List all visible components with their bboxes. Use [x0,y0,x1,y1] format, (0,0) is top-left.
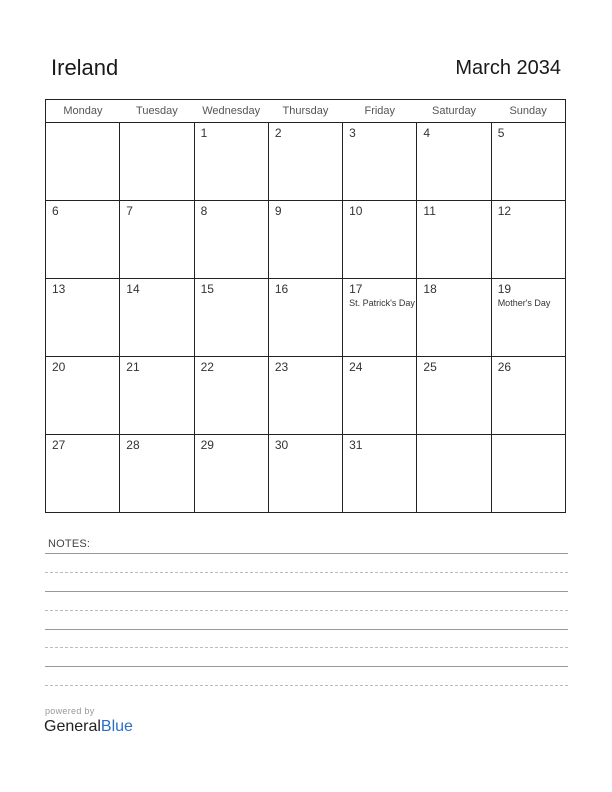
calendar-day-cell [343,435,417,513]
calendar-day-cell [46,123,120,201]
calendar-day-cell [120,435,194,513]
day-cell-content [120,123,193,126]
notes-line [45,553,568,554]
calendar-day-cell [417,435,491,513]
calendar-day-cell [46,279,120,357]
day-cell-content [492,435,565,438]
calendar-week-row [46,279,566,357]
calendar-day-cell [194,357,268,435]
calendar-day-cell [194,435,268,513]
calendar-day-cell [194,279,268,357]
day-number: 6 [52,204,59,218]
calendar-week-row [46,123,566,201]
day-cell-content [195,435,268,452]
calendar-day-cell [46,357,120,435]
notes-line [45,666,568,667]
day-cell-content [343,435,416,452]
calendar-day-cell [268,279,342,357]
day-number: 15 [200,282,214,296]
calendar-day-cell [417,201,491,279]
calendar-day-cell [491,435,565,513]
day-number: 27 [52,438,66,452]
calendar-week-row [46,435,566,513]
day-number: 21 [126,360,140,374]
day-cell-content [120,435,193,452]
calendar-day-cell [46,201,120,279]
day-number: 31 [349,438,363,452]
calendar-day-cell [343,357,417,435]
day-cell-content [46,123,119,126]
day-number: 8 [200,204,208,218]
day-number: 29 [200,438,214,452]
calendar-day-cell [46,435,120,513]
calendar-day-cell [120,357,194,435]
day-cell-content [343,357,416,374]
calendar-day-cell [343,201,417,279]
calendar-day-cell [491,357,565,435]
notes-line [45,572,568,573]
notes-line [45,591,568,592]
weekday-saturday: Saturday [417,100,491,123]
day-cell-content [46,201,119,218]
day-cell-content [417,201,490,218]
day-cell-content [195,279,268,296]
day-cell-content [417,123,490,140]
day-cell-content [417,435,490,438]
day-number: 13 [52,282,66,296]
calendar-grid [45,99,566,513]
weekday-tuesday: Tuesday [120,100,194,123]
day-cell-content [195,201,268,218]
day-cell-content [46,435,119,452]
day-number: 30 [274,438,289,452]
day-number: 19 [497,282,512,296]
day-number: 16 [274,282,289,296]
calendar-day-cell [491,201,565,279]
brand-logo-general: General [44,718,101,735]
calendar-day-cell [120,123,194,201]
calendar-day-cell [268,201,342,279]
calendar-day-cell [417,279,491,357]
calendar-day-cell [120,201,194,279]
day-number: 4 [423,126,431,140]
calendar-day-cell [343,123,417,201]
calendar-day-cell [343,279,417,357]
day-cell-content [343,201,416,218]
calendar-day-cell [268,357,342,435]
notes-line [45,647,568,648]
weekday-wednesday: Wednesday [194,100,268,123]
calendar-day-cell [417,123,491,201]
notes-line [45,685,568,686]
calendar-day-cell [120,279,194,357]
day-number: 23 [274,360,289,374]
day-number: 26 [497,360,512,374]
day-number: 7 [126,204,133,218]
calendar-day-cell [491,123,565,201]
day-cell-content [46,279,119,296]
day-cell-content [343,279,416,309]
day-cell-content [195,357,268,374]
weekday-sunday: Sunday [491,100,565,123]
calendar-day-cell [194,123,268,201]
calendar-week-row [46,201,566,279]
weekday-header-row [46,100,566,123]
calendar-day-cell [268,123,342,201]
day-number: 25 [423,360,437,374]
day-cell-content [269,435,342,452]
day-cell-content [492,357,565,374]
notes-label: NOTES: [48,538,91,550]
weekday-monday: Monday [46,100,120,123]
day-number: 2 [274,126,282,140]
day-cell-content [120,279,193,296]
day-cell-content [269,357,342,374]
day-cell-content [492,123,565,140]
month-title: March 2034 [455,57,561,79]
holiday-label: St. Patrick's Day [349,298,415,308]
day-cell-content [120,201,193,218]
day-cell-content [492,201,565,218]
calendar-day-cell [194,201,268,279]
country-title: Ireland [51,55,119,80]
powered-by-text: powered by [45,706,95,716]
day-number: 11 [423,204,436,218]
weekday-friday: Friday [343,100,417,123]
notes-line [45,629,568,630]
day-number: 9 [274,204,282,218]
day-cell-content [269,123,342,140]
calendar-day-cell [491,279,565,357]
brand-logo [44,718,133,736]
brand-logo-blue: Blue [100,718,133,735]
day-number: 28 [126,438,140,452]
day-number: 1 [200,126,208,140]
day-number: 3 [349,126,356,140]
day-number: 17 [349,282,363,296]
day-cell-content [195,123,268,140]
calendar-day-cell [417,357,491,435]
day-cell-content [417,357,490,374]
day-number: 12 [497,204,512,218]
day-cell-content [269,201,342,218]
day-cell-content [120,357,193,374]
weekday-thursday: Thursday [268,100,342,123]
calendar-day-cell [268,435,342,513]
notes-line [45,610,568,611]
day-cell-content [46,357,119,374]
day-number: 18 [423,282,437,296]
day-cell-content [343,123,416,140]
day-cell-content [492,279,565,309]
day-number: 14 [126,282,140,296]
day-cell-content [417,279,490,296]
day-number: 10 [349,204,363,218]
day-number: 24 [349,360,363,374]
calendar-week-row [46,357,566,435]
holiday-label: Mother's Day [497,298,551,308]
day-number: 5 [497,126,505,140]
day-number: 22 [200,360,214,374]
day-number: 20 [52,360,66,374]
day-cell-content [269,279,342,296]
